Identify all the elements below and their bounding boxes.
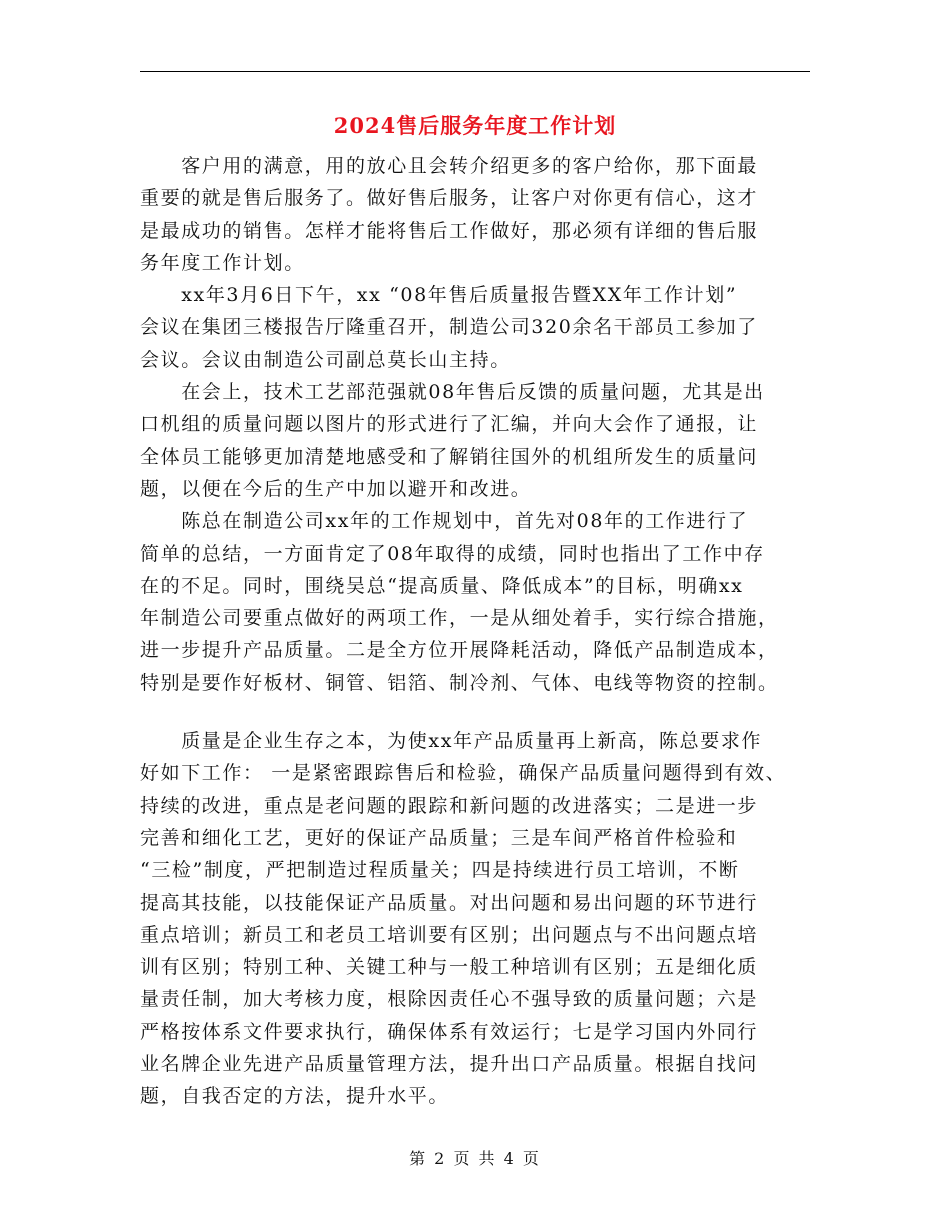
paragraph-line: 年制造公司要重点做好的两项工作，一是从细处着手，实行综合措施， (140, 607, 779, 630)
paragraph-line: 训有区别；特别工种、关键工种与一般工种培训有区别；五是细化质 (140, 956, 759, 979)
paragraph-plan (140, 505, 820, 699)
paragraph-feedback (140, 376, 820, 505)
paragraph-line: 重点培训；新员工和老员工培训要有区别；出问题点与不出问题点培 (140, 923, 759, 946)
paragraph-line: “三检”制度，严把制造过程质量关；四是持续进行员工培训，不断 (140, 859, 740, 882)
paragraph-line: xx年3月6日下午，xx “08年售后质量报告暨XX年工作计划” (140, 284, 738, 307)
paragraph-line: 在的不足。同时，围绕吴总“提高质量、降低成本”的目标，明确xx (140, 574, 744, 597)
paragraph-line: 题，自我否定的方法，提升水平。 (140, 1085, 450, 1108)
paragraph-line: 重要的就是售后服务了。做好售后服务，让客户对你更有信心，这才 (140, 187, 759, 210)
paragraph-line: 在会上，技术工艺部范强就08年售后反馈的质量问题，尤其是出 (140, 381, 765, 404)
paragraph-meeting (140, 279, 820, 376)
paragraph-line: 持续的改进，重点是老问题的跟踪和新问题的改进落实；二是进一步 (140, 794, 759, 817)
document-body (140, 150, 820, 1113)
paragraph-line: 业名牌企业先进产品质量管理方法，提升出口产品质量。根据自找问 (140, 1053, 759, 1076)
paragraph-line: 陈总在制造公司xx年的工作规划中，首先对08年的工作进行了 (140, 510, 749, 533)
paragraph-line: 进一步提升产品质量。二是全方位开展降耗活动，降低产品制造成本， (140, 639, 779, 662)
paragraph-line: 质量是企业生存之本，为使xx年产品质量再上新高，陈总要求作 (140, 730, 763, 753)
paragraph-line: 会议在集团三楼报告厅隆重召开，制造公司320余名干部员工参加了 (140, 316, 758, 339)
paragraph-line: 全体员工能够更加清楚地感受和了解销往国外的机组所发生的质量问 (140, 445, 759, 468)
paragraph-line: 会议。会议由制造公司副总莫长山主持。 (140, 348, 511, 371)
paragraph-line: 提高其技能，以技能保证产品质量。对出问题和易出问题的环节进行 (140, 891, 759, 914)
paragraph-line: 完善和细化工艺，更好的保证产品质量；三是车间严格首件检验和 (140, 826, 738, 849)
header-rule (140, 71, 810, 72)
paragraph-line: 题，以便在今后的生产中加以避开和改进。 (140, 477, 532, 500)
paragraph-line: 是最成功的销售。怎样才能将售后工作做好，那必须有详细的售后服 (140, 219, 759, 242)
paragraph-intro (140, 150, 820, 279)
paragraph-line: 严格按体系文件要求执行，确保体系有效运行；七是学习国内外同行 (140, 1020, 759, 1043)
paragraph-line: 口机组的质量问题以图片的形式进行了汇编，并向大会作了通报，让 (140, 413, 759, 436)
paragraph-line: 简单的总结，一方面肯定了08年取得的成绩，同时也指出了工作中存 (140, 542, 765, 565)
paragraph-line: 量责任制，加大考核力度，根除因责任心不强导致的质量问题；六是 (140, 988, 759, 1011)
document-title: 2024售后服务年度工作计划 (333, 113, 617, 138)
paragraph-line: 特别是要作好板材、铜管、铝箔、制冷剂、气体、电线等物资的控制。 (140, 671, 779, 694)
paragraph-quality (140, 725, 820, 1113)
page-number-footer: 第 2 页 共 4 页 (409, 1149, 541, 1168)
paragraph-spacer (140, 699, 820, 725)
paragraph-line: 务年度工作计划。 (140, 251, 305, 274)
paragraph-line: 客户用的满意，用的放心且会转介绍更多的客户给你，那下面最 (140, 155, 759, 177)
paragraph-line: 好如下工作： 一是紧密跟踪售后和检验，确保产品质量问题得到有效、 (140, 762, 787, 785)
